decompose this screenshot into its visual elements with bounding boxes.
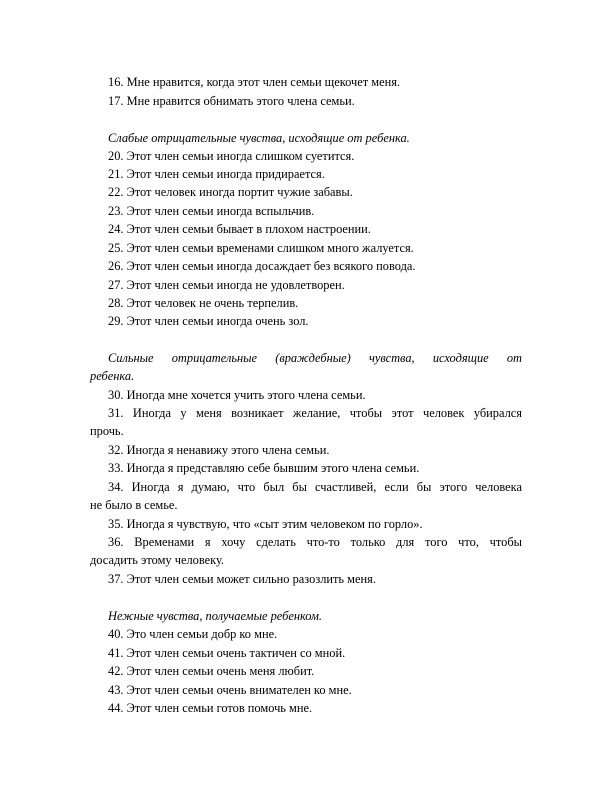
- section-heading-weak-negative: Слабые отрицательные чувства, исходящие от ребенка.: [108, 131, 410, 145]
- list-item: 29. Этот член семьи иногда очень зол.: [108, 314, 309, 328]
- list-item: 17. Мне нравится обнимать этого члена семьи.: [108, 94, 355, 108]
- list-item: 30. Иногда мне хочется учить этого члена семьи.: [108, 388, 366, 402]
- list-item: 23. Этот член семьи иногда вспыльчив.: [108, 204, 315, 218]
- list-item: 28. Этот человек не очень терпелив.: [108, 296, 299, 310]
- list-item: 27. Этот член семьи иногда не удовлетворен.: [108, 278, 345, 292]
- list-item: 43. Этот член семьи очень внимателен ко мне.: [108, 683, 352, 697]
- list-item: 36. Временами я хочу сделать что-то только для того что, чтобы: [108, 535, 522, 549]
- section-heading-continuation: ребенка.: [90, 369, 135, 383]
- list-item: 42. Этот член семьи очень меня любит.: [108, 664, 315, 678]
- list-item: 33. Иногда я представляю себе бывшим этого члена семьи.: [108, 461, 420, 475]
- list-item: 37. Этот член семьи может сильно разозлить меня.: [108, 572, 376, 586]
- list-item: 34. Иногда я думаю, что был бы счастливей, если бы этого человека: [108, 480, 522, 494]
- list-item: 32. Иногда я ненавижу этого члена семьи.: [108, 443, 330, 457]
- section-heading-strong-negative: Сильные отрицательные (враждебные) чувства, исходящие от: [108, 351, 522, 365]
- list-item: 44. Этот член семьи готов помочь мне.: [108, 701, 313, 715]
- list-item: 22. Этот человек иногда портит чужие забавы.: [108, 185, 353, 199]
- list-item-continuation: досадить этому человеку.: [90, 553, 225, 567]
- list-item: 25. Этот член семьи временами слишком много жалуется.: [108, 241, 414, 255]
- list-item: 24. Этот член семьи бывает в плохом настроении.: [108, 222, 371, 236]
- list-item: 16. Мне нравится, когда этот член семьи щекочет меня.: [108, 75, 400, 89]
- list-item: 40. Это член семьи добр ко мне.: [108, 627, 278, 641]
- list-item: 20. Этот член семьи иногда слишком суетится.: [108, 149, 355, 163]
- list-item: 31. Иногда у меня возникает желание, чтобы этот человек убирался: [108, 406, 522, 420]
- section-heading-tender-received: Нежные чувства, получаемые ребенком.: [108, 609, 323, 623]
- list-item: 35. Иногда я чувствую, что «сыт этим человеком по горло».: [108, 517, 423, 531]
- list-item: 21. Этот член семьи иногда придирается.: [108, 167, 325, 181]
- list-item-continuation: не было в семье.: [90, 498, 178, 512]
- list-item: 26. Этот член семьи иногда досаждает без всякого повода.: [108, 259, 416, 273]
- list-item: 41. Этот член семьи очень тактичен со мной.: [108, 646, 346, 660]
- list-item-continuation: прочь.: [90, 424, 124, 438]
